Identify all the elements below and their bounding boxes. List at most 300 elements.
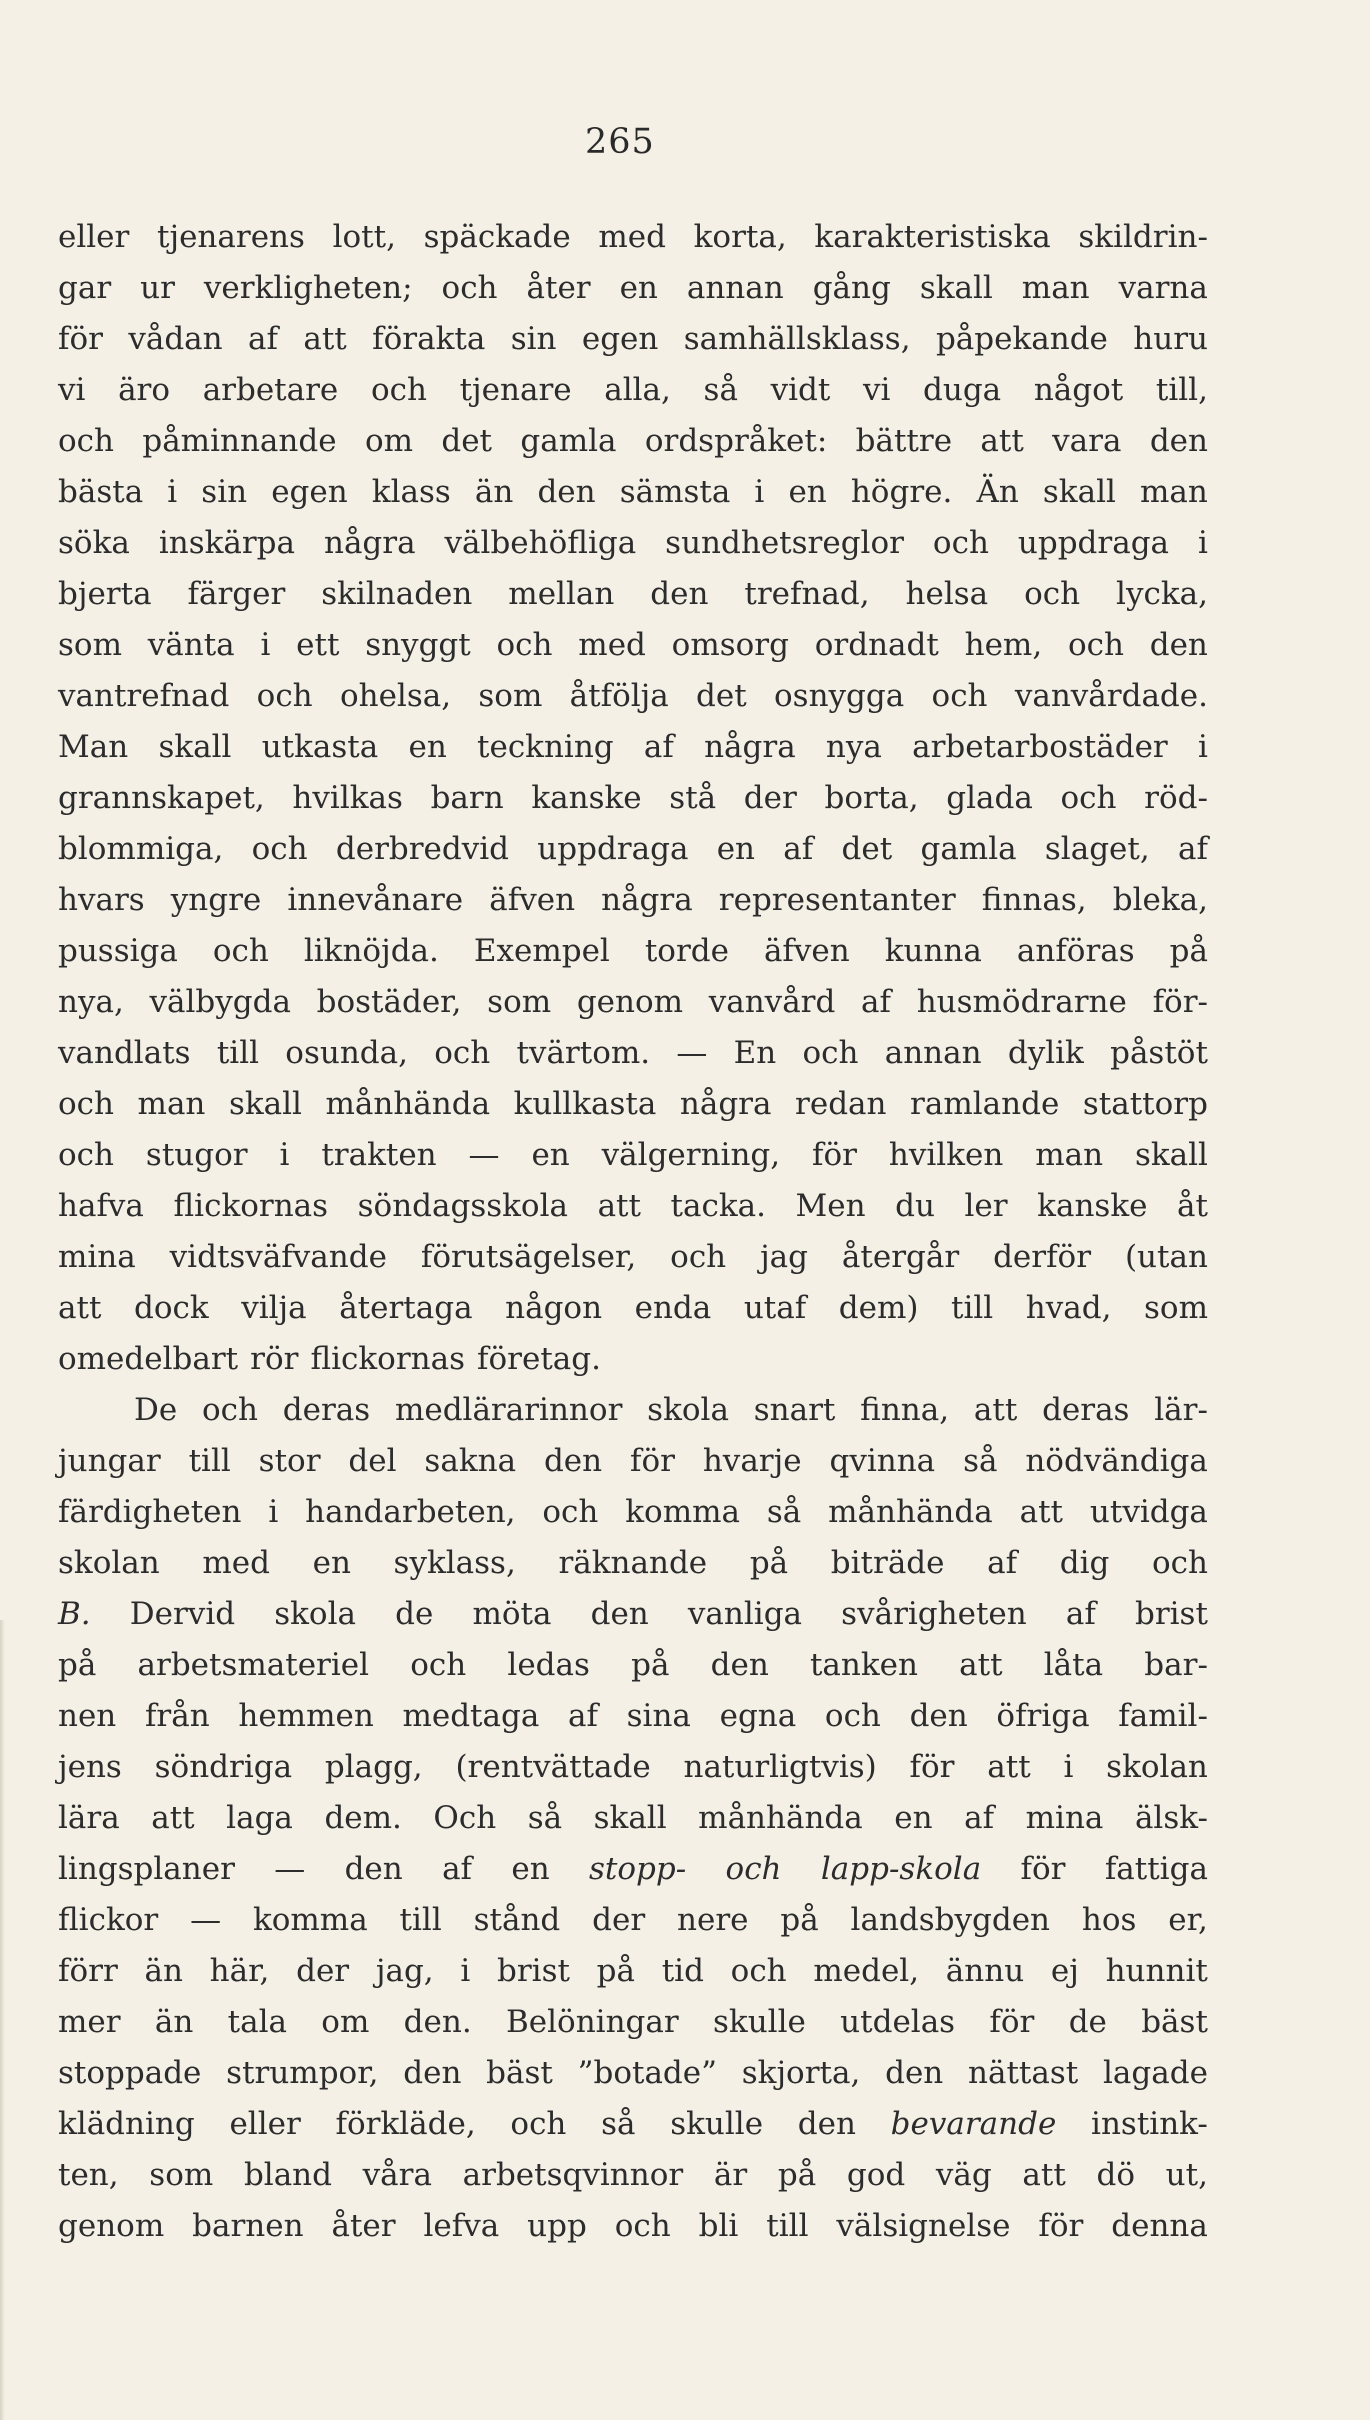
- word: något: [1033, 372, 1124, 408]
- word: bland: [243, 2157, 332, 2193]
- word: de: [1068, 2004, 1107, 2040]
- word: mer: [58, 2004, 121, 2040]
- word: sina: [626, 1698, 691, 1734]
- word: snart: [753, 1392, 836, 1428]
- word: utkasta: [261, 729, 379, 765]
- text-line: [58, 1334, 1208, 1385]
- word: ännu: [945, 1953, 1025, 1989]
- text-line: [58, 2099, 1208, 2150]
- word: —: [274, 1851, 306, 1887]
- word: den: [650, 576, 709, 612]
- word: på: [749, 1545, 789, 1581]
- word: med: [578, 627, 646, 663]
- text-line: [58, 416, 1208, 467]
- word: bjerta: [58, 576, 152, 612]
- word: och: [441, 270, 498, 306]
- word: skall: [158, 729, 232, 765]
- word: bevarande: [890, 2106, 1057, 2142]
- word: lycka,: [1116, 576, 1208, 612]
- word: duga: [923, 372, 1002, 408]
- word: sundhetsreglor: [665, 525, 904, 561]
- word: (utan: [1124, 1239, 1208, 1275]
- word: det: [696, 678, 747, 714]
- word: dö: [1096, 2157, 1135, 2193]
- word: hvilken: [888, 1137, 1004, 1173]
- word: (rentvättade: [455, 1749, 651, 1785]
- word: trefnad,: [744, 576, 870, 612]
- word: späckade: [423, 219, 571, 255]
- word: handarbeten,: [305, 1494, 516, 1530]
- word: bättre: [855, 423, 953, 459]
- word: vidtsväfvande: [169, 1239, 387, 1275]
- word: bäst: [486, 2055, 553, 2091]
- word: tjenare: [459, 372, 572, 408]
- word: och: [251, 831, 308, 867]
- word: egen: [271, 474, 348, 510]
- word: till: [188, 1443, 231, 1479]
- word: kanske: [531, 780, 642, 816]
- word: väg: [935, 2157, 992, 2193]
- word: som: [149, 2157, 214, 2193]
- word: biträde: [830, 1545, 945, 1581]
- word: arbetare: [202, 372, 339, 408]
- word: så: [601, 2106, 636, 2142]
- word: stugor: [145, 1137, 248, 1173]
- word: förr: [58, 1953, 118, 1989]
- word: och: [510, 2106, 567, 2142]
- word: äro: [118, 372, 171, 408]
- text-line: [58, 1487, 1208, 1538]
- word: torde: [644, 933, 729, 969]
- word: yngre: [170, 882, 262, 918]
- word: att: [973, 1392, 1018, 1428]
- word: mina: [58, 1239, 136, 1275]
- text-line: [58, 875, 1208, 926]
- word: en: [511, 1851, 550, 1887]
- word: instink-: [1091, 2106, 1208, 2142]
- word: af: [783, 831, 814, 867]
- text-line: [58, 1130, 1208, 1181]
- word: som: [1144, 1290, 1208, 1326]
- word: sakna: [424, 1443, 517, 1479]
- word: korta,: [693, 219, 787, 255]
- word: svårigheten: [841, 1596, 1027, 1632]
- word: jungar: [58, 1443, 161, 1479]
- text-line: [58, 1946, 1208, 1997]
- word: möta: [472, 1596, 552, 1632]
- word: Och: [433, 1800, 497, 1836]
- word: bostäder,: [316, 984, 462, 1020]
- word: innevånare: [287, 882, 464, 918]
- word: deras: [1042, 1392, 1130, 1428]
- word: man: [1035, 1137, 1104, 1173]
- word: återgår: [841, 1239, 960, 1275]
- word: laga: [226, 1800, 293, 1836]
- word: med: [598, 219, 666, 255]
- word: klass: [371, 474, 451, 510]
- word: sin: [510, 321, 557, 357]
- word: den: [885, 2055, 944, 2091]
- word: blommiga,: [58, 831, 224, 867]
- word: Exempel: [473, 933, 610, 969]
- text-line: [58, 977, 1208, 1028]
- word: och: [434, 1035, 491, 1071]
- word: ”botade”: [577, 2055, 717, 2091]
- word: för: [1038, 2208, 1084, 2244]
- word: på: [631, 1647, 670, 1683]
- word: lagade: [1103, 2055, 1208, 2091]
- word: skulle: [670, 2106, 764, 2142]
- word: den: [344, 1851, 403, 1887]
- word: en: [312, 1545, 351, 1581]
- word: att: [597, 1188, 641, 1224]
- word: påminnande: [142, 423, 337, 459]
- word: lingsplaner: [58, 1851, 235, 1887]
- word: skola: [647, 1392, 729, 1428]
- word: fattiga: [1104, 1851, 1208, 1887]
- word: —: [468, 1137, 500, 1173]
- word: för: [629, 1443, 675, 1479]
- word: alla,: [604, 372, 671, 408]
- word: åter: [331, 2208, 396, 2244]
- word: hvarje: [702, 1443, 802, 1479]
- word: rör: [250, 1341, 299, 1377]
- text-line: [58, 1079, 1208, 1130]
- word: välsignelse: [836, 2208, 1011, 2244]
- word: i: [1197, 729, 1208, 765]
- word: slaget,: [1044, 831, 1150, 867]
- word: skall: [1134, 1137, 1208, 1173]
- word: Men: [795, 1188, 866, 1224]
- text-line: [58, 1895, 1208, 1946]
- word: mina: [1025, 1800, 1104, 1836]
- word: och: [824, 1698, 881, 1734]
- word: annan: [884, 1035, 982, 1071]
- word: nättast: [968, 2055, 1079, 2091]
- word: tacka.: [670, 1188, 766, 1224]
- word: vara: [1052, 423, 1122, 459]
- word: qvinna: [829, 1443, 936, 1479]
- word: egen: [581, 321, 659, 357]
- word: så: [766, 1494, 802, 1530]
- word: trakten: [321, 1137, 437, 1173]
- word: några: [323, 525, 416, 561]
- word: af: [442, 1851, 473, 1887]
- word: i: [167, 474, 178, 510]
- word: ler: [964, 1188, 1008, 1224]
- word: dem.: [324, 1800, 402, 1836]
- word: söka: [58, 525, 130, 561]
- word: uppdraga: [537, 831, 689, 867]
- word: tvärtom.: [516, 1035, 651, 1071]
- word: jag,: [375, 1953, 434, 1989]
- word: utaf: [743, 1290, 807, 1326]
- word: barnen: [192, 2208, 304, 2244]
- word: förutsägelser,: [420, 1239, 637, 1275]
- word: genom: [58, 2208, 165, 2244]
- word: huru: [1133, 321, 1208, 357]
- word: åter: [526, 270, 591, 306]
- word: skilnaden: [321, 576, 473, 612]
- word: stoppade: [58, 2055, 202, 2091]
- word: jens: [58, 1749, 122, 1785]
- word: af: [568, 1698, 598, 1734]
- word: ten,: [58, 2157, 119, 2193]
- word: —: [676, 1035, 708, 1071]
- word: vanliga: [687, 1596, 803, 1632]
- word: och: [670, 1239, 727, 1275]
- word: med: [202, 1545, 270, 1581]
- word: er,: [1168, 1902, 1208, 1938]
- word: af: [643, 729, 674, 765]
- word: till: [951, 1290, 994, 1326]
- word: i: [1063, 1749, 1074, 1785]
- word: liknöjda.: [303, 933, 439, 969]
- word: lefva: [423, 2208, 500, 2244]
- word: stånd: [473, 1902, 561, 1938]
- text-line: [58, 1640, 1208, 1691]
- text-line: [58, 1742, 1208, 1793]
- word: älsk-: [1134, 1800, 1208, 1836]
- word: borta,: [824, 780, 919, 816]
- text-line: [58, 1538, 1208, 1589]
- word: äfven: [763, 933, 850, 969]
- word: deras: [282, 1392, 371, 1428]
- word: tjenarens: [157, 219, 305, 255]
- word: på: [58, 1647, 97, 1683]
- word: bar-: [1144, 1647, 1208, 1683]
- word: så: [527, 1800, 563, 1836]
- word: vi: [58, 372, 86, 408]
- word: om: [364, 423, 413, 459]
- word: någon: [505, 1290, 603, 1326]
- text-line: [58, 1997, 1208, 2048]
- word: den: [797, 2106, 856, 2142]
- word: af: [964, 1800, 995, 1836]
- word: redan: [795, 1086, 887, 1122]
- word: lär-: [1154, 1392, 1208, 1428]
- word: hvilkas: [292, 780, 403, 816]
- page-number: 265: [585, 122, 655, 162]
- word: och: [1060, 780, 1117, 816]
- word: hos: [1081, 1902, 1137, 1938]
- word: månhända: [828, 1494, 993, 1530]
- word: stor: [258, 1443, 321, 1479]
- word: jag: [760, 1239, 809, 1275]
- word: och: [725, 1851, 782, 1887]
- word: och: [614, 2208, 671, 2244]
- text-line: [58, 926, 1208, 977]
- word: från: [144, 1698, 210, 1734]
- word: ut,: [1165, 2157, 1208, 2193]
- word: derför: [993, 1239, 1092, 1275]
- word: välbygda: [149, 984, 291, 1020]
- word: tid: [661, 1953, 704, 1989]
- word: B.: [58, 1596, 91, 1632]
- word: del: [348, 1443, 397, 1479]
- text-line: [58, 1283, 1208, 1334]
- word: till: [399, 1902, 442, 1938]
- word: röd-: [1144, 780, 1208, 816]
- text-line: [58, 518, 1208, 569]
- word: söndagsskola: [357, 1188, 568, 1224]
- word: för: [58, 321, 103, 357]
- text-line: [58, 263, 1208, 314]
- word: egna: [719, 1698, 797, 1734]
- word: barn: [430, 780, 504, 816]
- word: ordnadt: [814, 627, 939, 663]
- word: husmödrarne: [916, 984, 1127, 1020]
- word: En: [733, 1035, 777, 1071]
- word: De: [134, 1392, 178, 1428]
- word: ej: [1050, 1953, 1079, 1989]
- word: dylik: [1007, 1035, 1084, 1071]
- word: räknande: [558, 1545, 708, 1581]
- word: osunda,: [285, 1035, 408, 1071]
- word: gamla: [520, 423, 617, 459]
- word: man: [137, 1086, 206, 1122]
- text-line: [58, 1028, 1208, 1079]
- word: hvad,: [1025, 1290, 1112, 1326]
- word: påstöt: [1110, 1035, 1208, 1071]
- word: att: [151, 1800, 195, 1836]
- word: den: [403, 2055, 462, 2091]
- word: god: [846, 2157, 906, 2193]
- word: teckning: [477, 729, 614, 765]
- word: brist: [1134, 1596, 1208, 1632]
- word: anföras: [1016, 933, 1135, 969]
- text-line: [58, 1589, 1208, 1640]
- text-line: [58, 1793, 1208, 1844]
- text-line: [58, 569, 1208, 620]
- word: karakteristiska: [814, 219, 1051, 255]
- word: en: [788, 474, 827, 510]
- word: i: [460, 1953, 471, 1989]
- word: ledas: [507, 1647, 590, 1683]
- word: komma: [252, 1902, 368, 1938]
- word: högre.: [850, 474, 953, 510]
- text-line: [58, 1436, 1208, 1487]
- word: söndriga: [154, 1749, 293, 1785]
- word: gång: [812, 270, 891, 306]
- text-line: [58, 1844, 1208, 1895]
- word: medlärarinnor: [394, 1392, 623, 1428]
- word: osnygga: [774, 678, 905, 714]
- word: att: [1022, 2157, 1066, 2193]
- word: den: [1149, 627, 1208, 663]
- text-line: [58, 467, 1208, 518]
- word: nödvändiga: [1025, 1443, 1208, 1479]
- text-line: [58, 2150, 1208, 2201]
- word: omsorg: [671, 627, 789, 663]
- word: hemmen: [238, 1698, 374, 1734]
- word: och: [1024, 576, 1081, 612]
- word: en: [619, 270, 658, 306]
- word: denna: [1111, 2208, 1208, 2244]
- word: och: [410, 1647, 467, 1683]
- word: och: [370, 372, 427, 408]
- word: grannskapet,: [58, 780, 265, 816]
- word: tala: [227, 2004, 287, 2040]
- word: nya: [825, 729, 882, 765]
- word: medel,: [813, 1953, 920, 1989]
- text-line: [58, 773, 1208, 824]
- word: i: [1197, 525, 1208, 561]
- word: pussiga: [58, 933, 178, 969]
- text-line: [58, 722, 1208, 773]
- text-line: [58, 2201, 1208, 2252]
- word: skall: [593, 1800, 667, 1836]
- word: än: [144, 1953, 183, 1989]
- word: —: [190, 1902, 222, 1938]
- word: arbetarbostäder: [912, 729, 1168, 765]
- word: vanvård: [708, 984, 836, 1020]
- word: flickornas: [310, 1341, 466, 1377]
- word: syklass,: [393, 1545, 516, 1581]
- word: är: [713, 2157, 748, 2193]
- word: det: [841, 831, 893, 867]
- word: vandlats: [58, 1035, 191, 1071]
- word: Dervid: [129, 1596, 236, 1632]
- word: för: [1020, 1851, 1066, 1887]
- word: enda: [634, 1290, 712, 1326]
- word: så: [703, 372, 738, 408]
- word: skulle: [713, 2004, 806, 2040]
- word: den.: [403, 2004, 472, 2040]
- word: att: [58, 1290, 102, 1326]
- word: helsa: [905, 576, 989, 612]
- word: det: [441, 423, 493, 459]
- word: skildrin-: [1078, 219, 1208, 255]
- word: sämsta: [619, 474, 731, 510]
- word: upp: [527, 2208, 587, 2244]
- word: hunnit: [1105, 1953, 1208, 1989]
- word: och: [201, 1392, 258, 1428]
- word: företag.: [477, 1341, 601, 1377]
- word: den: [909, 1698, 968, 1734]
- word: af: [987, 1545, 1018, 1581]
- word: skall: [228, 1086, 302, 1122]
- word: af: [1065, 1596, 1096, 1632]
- word: gar: [58, 270, 112, 306]
- word: bleka,: [1112, 882, 1208, 918]
- word: flickor: [58, 1902, 159, 1938]
- word: af: [1177, 831, 1208, 867]
- word: lapp-skola: [820, 1851, 982, 1887]
- word: snyggt: [365, 627, 471, 663]
- word: en: [408, 729, 447, 765]
- word: Man: [58, 729, 129, 765]
- word: för: [812, 1137, 857, 1173]
- word: skjorta,: [741, 2055, 861, 2091]
- word: utvidga: [1089, 1494, 1208, 1530]
- word: och: [802, 1035, 859, 1071]
- word: eller: [229, 2106, 301, 2142]
- word: dock: [133, 1290, 209, 1326]
- word: bli: [698, 2208, 739, 2244]
- word: stopp-: [589, 1851, 687, 1887]
- word: återtaga: [339, 1290, 473, 1326]
- word: komma: [625, 1494, 740, 1530]
- word: och: [932, 525, 989, 561]
- text-line: [58, 212, 1208, 263]
- word: att: [959, 1647, 1003, 1683]
- word: den: [590, 1596, 649, 1632]
- word: till: [216, 1035, 260, 1071]
- word: till: [766, 2208, 809, 2244]
- text-line: [58, 365, 1208, 416]
- word: ramlande: [910, 1086, 1060, 1122]
